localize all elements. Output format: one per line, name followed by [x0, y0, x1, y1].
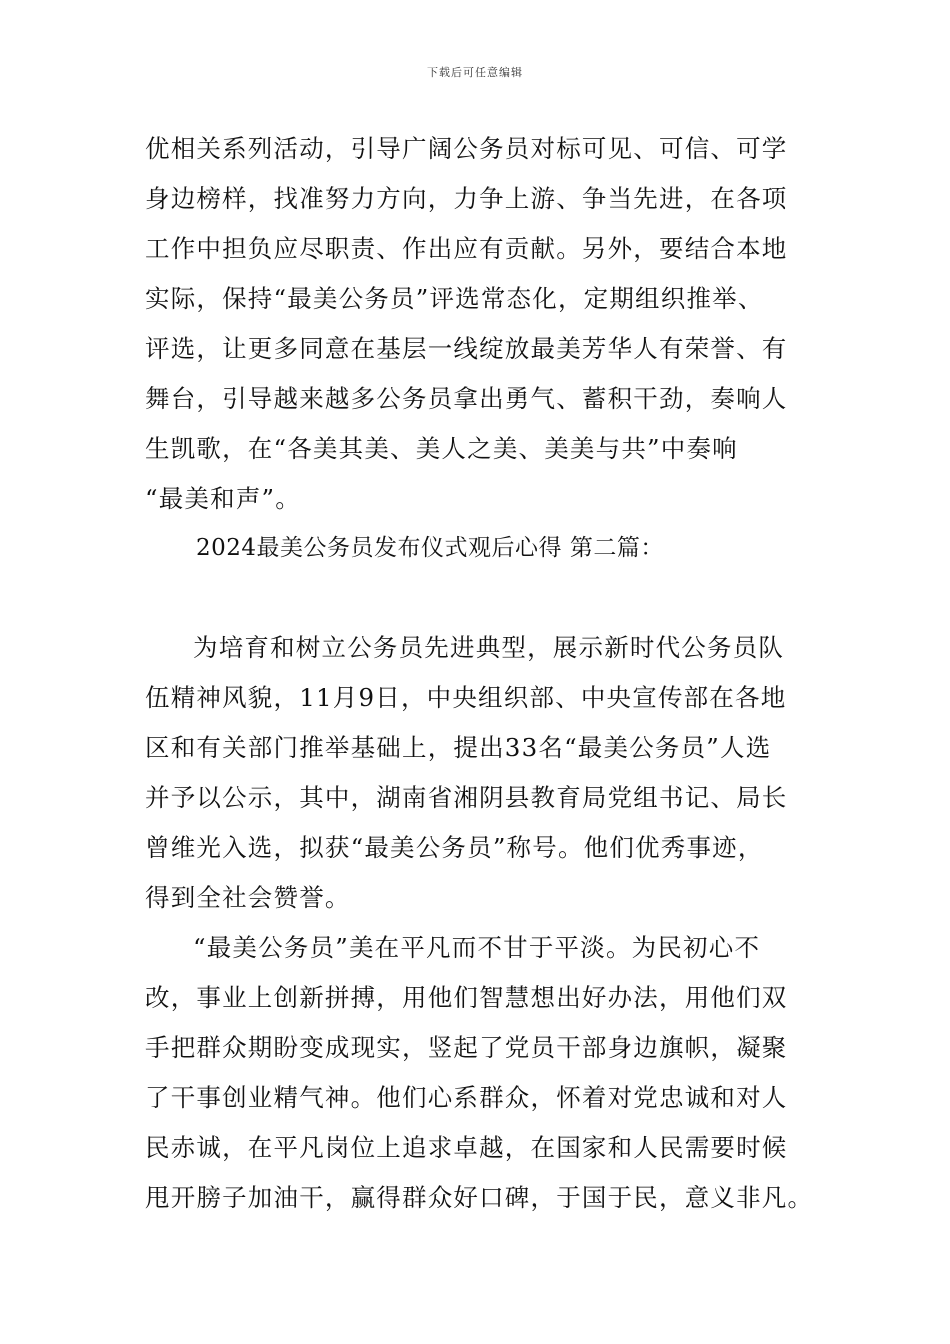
- paragraph-1-line: 工作中担负应尽职责、作出应有贡献。另外，要结合本地: [145, 234, 788, 263]
- paragraph-1-line: “最美和声”。: [145, 484, 301, 513]
- paragraph-1-line: 评选，让更多同意在基层一线绽放最美芳华人有荣誉、有: [145, 334, 788, 363]
- paragraph-2-line: 得到全社会赞誉。: [145, 883, 351, 912]
- paragraph-1-line: 实际，保持“最美公务员”评选常态化，定期组织推举、: [145, 284, 764, 313]
- paragraph-1-line: 优相关系列活动，引导广阔公务员对标可见、可信、可学: [145, 134, 788, 163]
- paragraph-2-line: 为培育和树立公务员先进典型，展示新时代公务员队: [193, 633, 785, 662]
- section-heading: 2024最美公务员发布仪式观后心得 第二篇：: [196, 535, 664, 561]
- paragraph-3-line: 了干事创业精气神。他们心系群众，怀着对党忠诚和对人: [145, 1083, 788, 1112]
- paragraph-3-line: 手把群众期盼变成现实，竖起了党员干部身边旗帜，凝聚: [145, 1033, 788, 1062]
- paragraph-1-line: 身边榜样，找准努力方向，力争上游、争当先进，在各项: [145, 184, 788, 213]
- paragraph-2-line: 区和有关部门推举基础上，提出33名“最美公务员”人选: [145, 733, 772, 762]
- paragraph-3-line: 民赤诚，在平凡岗位上追求卓越，在国家和人民需要时候: [145, 1133, 788, 1162]
- paragraph-2-line: 伍精神风貌，11月9日，中央组织部、中央宣传部在各地: [145, 683, 787, 712]
- paragraph-3-line: “最美公务员”美在平凡而不甘于平淡。为民初心不: [193, 933, 761, 962]
- paragraph-3-line: 甩开膀子加油干，赢得群众好口碑，于国于民，意义非凡。: [145, 1183, 814, 1212]
- paragraph-2-line: 并予以公示，其中，湖南省湘阴县教育局党组书记、局长: [145, 783, 788, 812]
- paragraph-3-line: 改，事业上创新拼搏，用他们智慧想出好办法，用他们双: [145, 983, 788, 1012]
- paragraph-1-line: 舞台，引导越来越多公务员拿出勇气、蓄积干劲，奏响人: [145, 384, 788, 413]
- paragraph-2-line: 曾维光入选，拟获“最美公务员”称号。他们优秀事迹，: [145, 833, 764, 862]
- paragraph-1-line: 生凯歌，在“各美其美、美人之美、美美与共”中奏响: [145, 434, 738, 463]
- header-note: 下载后可任意编辑: [427, 66, 523, 79]
